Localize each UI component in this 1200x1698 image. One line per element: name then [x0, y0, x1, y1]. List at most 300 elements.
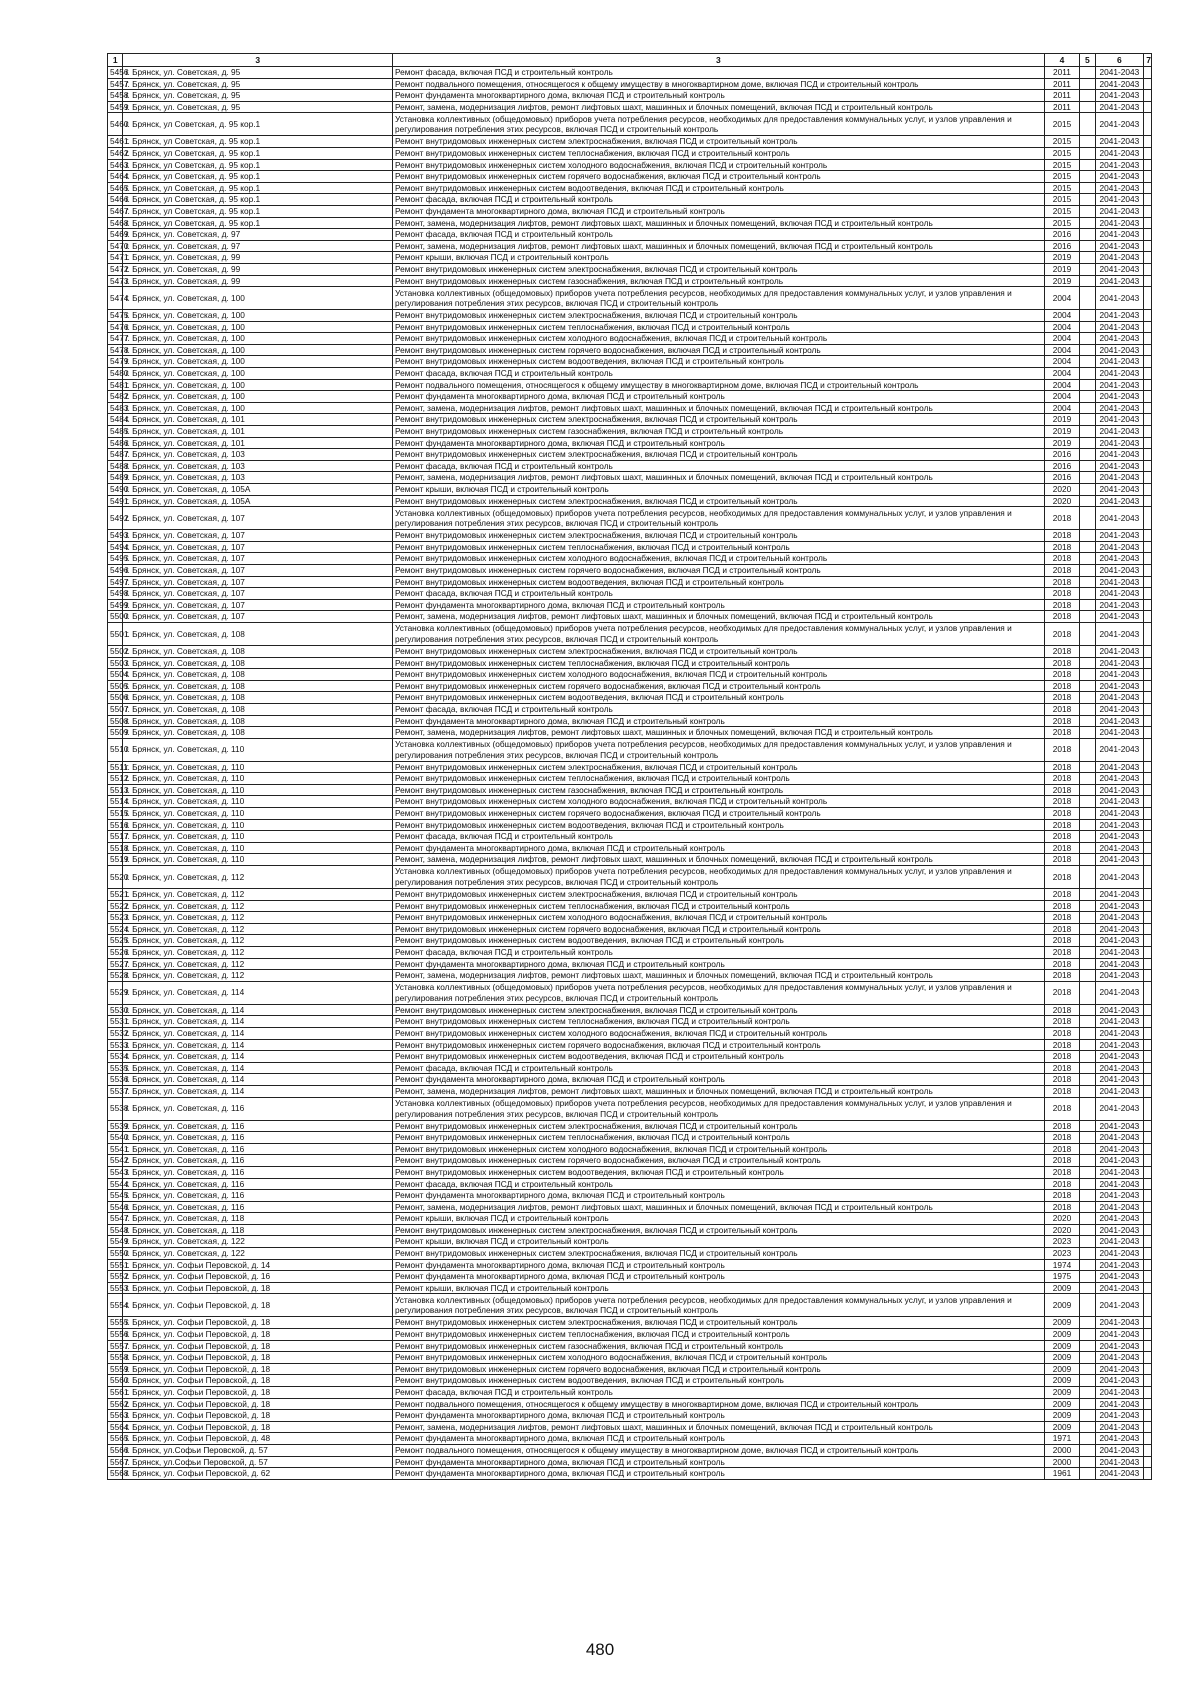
year-cell: 2018 [1044, 703, 1079, 715]
period-cell: 2041-2043 [1095, 1398, 1144, 1410]
row-number-cell: 5468 [108, 217, 123, 229]
col-7-cell [1144, 159, 1152, 171]
work-type-cell: Ремонт внутридомовых инженерных систем электроснабжения, включая ПСД и строительный контроль [393, 1120, 1045, 1132]
col-5-cell [1080, 495, 1095, 507]
table-row [108, 1444, 1152, 1456]
year-cell: 2020 [1044, 1213, 1079, 1225]
table-row [108, 576, 1152, 588]
work-type-cell: Ремонт внутридомовых инженерных систем водоотведения, включая ПСД и строительный контроль [393, 1375, 1045, 1387]
period-cell: 2041-2043 [1095, 1444, 1144, 1456]
table-row [108, 715, 1152, 727]
address-cell: г. Брянск, ул. Советская, д. 105А [123, 495, 393, 507]
col-7-cell [1144, 611, 1152, 623]
col-5-cell [1080, 947, 1095, 959]
col-5-cell [1080, 275, 1095, 287]
work-type-cell: Ремонт внутридомовых инженерных систем водоотведения, включая ПСД и строительный контроль [393, 1166, 1045, 1178]
year-cell: 2018 [1044, 1120, 1079, 1132]
address-cell: г. Брянск, ул.Софьи Перовской, д. 57 [123, 1444, 393, 1456]
table-row [108, 1166, 1152, 1178]
col-5-cell [1080, 391, 1095, 403]
row-number-cell: 5547 [108, 1213, 123, 1225]
table-row [108, 136, 1152, 148]
work-type-cell: Ремонт внутридомовых инженерных систем теплоснабжения, включая ПСД и строительный контроль [393, 147, 1045, 159]
year-cell: 2020 [1044, 484, 1079, 496]
table-row [108, 90, 1152, 102]
row-number-cell: 5503 [108, 657, 123, 669]
col-7-cell [1144, 564, 1152, 576]
col-5-cell [1080, 970, 1095, 982]
row-number-cell: 5492 [108, 507, 123, 530]
address-cell: г. Брянск, ул. Софьи Перовской, д. 18 [123, 1410, 393, 1422]
year-cell: 2018 [1044, 680, 1079, 692]
col-7-cell [1144, 1166, 1152, 1178]
work-type-cell: Ремонт внутридомовых инженерных систем холодного водоснабжения, включая ПСД и строительный контроль [393, 912, 1045, 924]
col-7-cell [1144, 205, 1152, 217]
address-cell: г. Брянск, ул. Софьи Перовской, д. 18 [123, 1387, 393, 1399]
table-row [108, 67, 1152, 79]
work-type-cell: Ремонт внутридомовых инженерных систем электроснабжения, включая ПСД и строительный контроль [393, 136, 1045, 148]
col-5-cell [1080, 1004, 1095, 1016]
col-7-cell [1144, 796, 1152, 808]
address-cell: г. Брянск, ул. Советская, д. 100 [123, 379, 393, 391]
work-type-cell: Ремонт подвального помещения, относящегося к общему имуществу в многоквартирном доме, включая ПСД и строительный контроль [393, 1444, 1045, 1456]
address-cell: г. Брянск, ул Советская, д. 95 кор.1 [123, 171, 393, 183]
row-number-cell: 5465 [108, 182, 123, 194]
year-cell: 2018 [1044, 611, 1079, 623]
address-cell: г. Брянск, ул. Советская, д. 108 [123, 669, 393, 681]
work-type-cell: Ремонт фасада, включая ПСД и строительный контроль [393, 1387, 1045, 1399]
table-row [108, 541, 1152, 553]
table-row [108, 1155, 1152, 1167]
work-type-cell: Ремонт, замена, модернизация лифтов, ремонт лифтовых шахт, машинных и блочных помещений, включая ПСД и строительный контроль [393, 402, 1045, 414]
col-5-cell [1080, 553, 1095, 565]
year-cell: 2011 [1044, 101, 1079, 113]
col-7-cell [1144, 275, 1152, 287]
header-cell-3: 3 [393, 54, 1045, 67]
work-type-cell: Ремонт фундамента многоквартирного дома, включая ПСД и строительный контроль [393, 1271, 1045, 1283]
col-7-cell [1144, 599, 1152, 611]
period-cell: 2041-2043 [1095, 808, 1144, 820]
col-5-cell [1080, 194, 1095, 206]
table-row [108, 310, 1152, 322]
year-cell: 2020 [1044, 495, 1079, 507]
col-5-cell [1080, 622, 1095, 645]
period-cell: 2041-2043 [1095, 1097, 1144, 1120]
row-number-cell: 5529 [108, 981, 123, 1004]
period-cell: 2041-2043 [1095, 842, 1144, 854]
work-type-cell: Ремонт внутридомовых инженерных систем электроснабжения, включая ПСД и строительный контроль [393, 889, 1045, 901]
address-cell: г. Брянск, ул. Советская, д. 100 [123, 391, 393, 403]
row-number-cell: 5477 [108, 333, 123, 345]
row-number-cell: 5546 [108, 1201, 123, 1213]
table-row [108, 669, 1152, 681]
year-cell: 2018 [1044, 669, 1079, 681]
period-cell: 2041-2043 [1095, 1340, 1144, 1352]
period-cell: 2041-2043 [1095, 553, 1144, 565]
period-cell: 2041-2043 [1095, 182, 1144, 194]
col-5-cell [1080, 414, 1095, 426]
period-cell: 2041-2043 [1095, 622, 1144, 645]
work-type-cell: Ремонт, замена, модернизация лифтов, ремонт лифтовых шахт, машинных и блочных помещений, включая ПСД и строительный контроль [393, 240, 1045, 252]
year-cell: 2018 [1044, 599, 1079, 611]
col-7-cell [1144, 1178, 1152, 1190]
address-cell: г. Брянск, ул. Советская, д. 107 [123, 530, 393, 542]
period-cell: 2041-2043 [1095, 1352, 1144, 1364]
table-row [108, 507, 1152, 530]
work-type-cell: Ремонт, замена, модернизация лифтов, ремонт лифтовых шахт, машинных и блочных помещений, включая ПСД и строительный контроль [393, 101, 1045, 113]
work-type-cell: Ремонт подвального помещения, относящегося к общему имуществу в многоквартирном доме, включая ПСД и строительный контроль [393, 379, 1045, 391]
table-row [108, 727, 1152, 739]
col-5-cell [1080, 159, 1095, 171]
col-7-cell [1144, 67, 1152, 79]
period-cell: 2041-2043 [1095, 738, 1144, 761]
work-type-cell: Установка коллективных (общедомовых) приборов учета потребления ресурсов, необходимых для предоставления коммунальных услуг, и узлов управления и регулирования потребления этих ресурсов, включая ПСД и строительный контроль [393, 866, 1045, 889]
table-row [108, 784, 1152, 796]
col-5-cell [1080, 1166, 1095, 1178]
table-row [108, 240, 1152, 252]
work-type-cell: Ремонт внутридомовых инженерных систем газоснабжения, включая ПСД и строительный контроль [393, 784, 1045, 796]
row-number-cell: 5520 [108, 866, 123, 889]
col-5-cell [1080, 576, 1095, 588]
year-cell: 2018 [1044, 981, 1079, 1004]
period-cell: 2041-2043 [1095, 229, 1144, 241]
col-5-cell [1080, 958, 1095, 970]
year-cell: 2000 [1044, 1456, 1079, 1468]
table-row [108, 588, 1152, 600]
col-7-cell [1144, 1236, 1152, 1248]
address-cell: г. Брянск, ул. Советская, д. 108 [123, 657, 393, 669]
period-cell: 2041-2043 [1095, 136, 1144, 148]
address-cell: г. Брянск, ул. Советская, д. 114 [123, 1085, 393, 1097]
row-number-cell: 5525 [108, 935, 123, 947]
table-row [108, 1329, 1152, 1341]
work-type-cell: Ремонт фасада, включая ПСД и строительный контроль [393, 229, 1045, 241]
table-row [108, 1421, 1152, 1433]
row-number-cell: 5564 [108, 1421, 123, 1433]
row-number-cell: 5494 [108, 541, 123, 553]
col-5-cell [1080, 1085, 1095, 1097]
col-5-cell [1080, 1143, 1095, 1155]
period-cell: 2041-2043 [1095, 287, 1144, 310]
address-cell: г. Брянск, ул. Софьи Перовской, д. 18 [123, 1329, 393, 1341]
table-row [108, 1016, 1152, 1028]
col-7-cell [1144, 935, 1152, 947]
address-cell: г. Брянск, ул. Советская, д. 99 [123, 263, 393, 275]
table-row [108, 808, 1152, 820]
row-number-cell: 5522 [108, 900, 123, 912]
work-type-cell: Ремонт внутридомовых инженерных систем горячего водоснабжения, включая ПСД и строительный контроль [393, 808, 1045, 820]
table-row [108, 1178, 1152, 1190]
col-7-cell [1144, 1421, 1152, 1433]
work-type-cell: Ремонт внутридомовых инженерных систем горячего водоснабжения, включая ПСД и строительный контроль [393, 564, 1045, 576]
row-number-cell: 5475 [108, 310, 123, 322]
col-5-cell [1080, 368, 1095, 380]
work-type-cell: Ремонт внутридомовых инженерных систем горячего водоснабжения, включая ПСД и строительный контроль [393, 344, 1045, 356]
work-type-cell: Ремонт подвального помещения, относящегося к общему имуществу в многоквартирном доме, включая ПСД и строительный контроль [393, 78, 1045, 90]
table-row [108, 1236, 1152, 1248]
work-type-cell: Ремонт внутридомовых инженерных систем холодного водоснабжения, включая ПСД и строительный контроль [393, 796, 1045, 808]
row-number-cell: 5542 [108, 1155, 123, 1167]
address-cell: г. Брянск, ул. Софьи Перовской, д. 18 [123, 1375, 393, 1387]
col-7-cell [1144, 1120, 1152, 1132]
col-7-cell [1144, 1004, 1152, 1016]
year-cell: 2018 [1044, 1074, 1079, 1086]
period-cell: 2041-2043 [1095, 507, 1144, 530]
col-5-cell [1080, 1155, 1095, 1167]
address-cell: г. Брянск, ул Советская, д. 95 кор.1 [123, 182, 393, 194]
page-number: 480 [585, 1640, 615, 1659]
col-5-cell [1080, 1224, 1095, 1236]
period-cell: 2041-2043 [1095, 356, 1144, 368]
period-cell: 2041-2043 [1095, 1456, 1144, 1468]
table-row [108, 368, 1152, 380]
period-cell: 2041-2043 [1095, 101, 1144, 113]
col-5-cell [1080, 1433, 1095, 1445]
col-7-cell [1144, 402, 1152, 414]
table-row [108, 101, 1152, 113]
row-number-cell: 5496 [108, 564, 123, 576]
work-type-cell: Ремонт фундамента многоквартирного дома, включая ПСД и строительный контроль [393, 1433, 1045, 1445]
col-7-cell [1144, 1329, 1152, 1341]
period-cell: 2041-2043 [1095, 1062, 1144, 1074]
work-type-cell: Установка коллективных (общедомовых) приборов учета потребления ресурсов, необходимых для предоставления коммунальных услуг, и узлов управления и регулирования потребления этих ресурсов, включая ПСД и строительный контроль [393, 113, 1045, 136]
col-5-cell [1080, 831, 1095, 843]
work-type-cell: Ремонт внутридомовых инженерных систем холодного водоснабжения, включая ПСД и строительный контроль [393, 333, 1045, 345]
table-row [108, 564, 1152, 576]
col-7-cell [1144, 1456, 1152, 1468]
work-type-cell: Ремонт фасада, включая ПСД и строительный контроль [393, 194, 1045, 206]
table-row [108, 703, 1152, 715]
address-cell: г. Брянск, ул. Советская, д. 114 [123, 1039, 393, 1051]
row-number-cell: 5489 [108, 472, 123, 484]
address-cell: г. Брянск, ул. Советская, д. 107 [123, 611, 393, 623]
row-number-cell: 5462 [108, 147, 123, 159]
year-cell: 2018 [1044, 808, 1079, 820]
address-cell: г. Брянск, ул Советская, д. 95 кор.1 [123, 217, 393, 229]
row-number-cell: 5533 [108, 1039, 123, 1051]
year-cell: 2016 [1044, 240, 1079, 252]
table-row [108, 1248, 1152, 1260]
table-row [108, 78, 1152, 90]
work-type-cell: Ремонт, замена, модернизация лифтов, ремонт лифтовых шахт, машинных и блочных помещений, включая ПСД и строительный контроль [393, 970, 1045, 982]
work-type-cell: Ремонт внутридомовых инженерных систем холодного водоснабжения, включая ПСД и строительный контроль [393, 1143, 1045, 1155]
year-cell: 2018 [1044, 889, 1079, 901]
work-type-cell: Ремонт внутридомовых инженерных систем электроснабжения, включая ПСД и строительный контроль [393, 414, 1045, 426]
col-5-cell [1080, 1074, 1095, 1086]
work-type-cell: Ремонт внутридомовых инженерных систем электроснабжения, включая ПСД и строительный контроль [393, 1248, 1045, 1260]
table-row [108, 831, 1152, 843]
col-7-cell [1144, 182, 1152, 194]
table-row [108, 1294, 1152, 1317]
year-cell: 2018 [1044, 692, 1079, 704]
address-cell: г. Брянск, ул. Советская, д. 116 [123, 1120, 393, 1132]
col-5-cell [1080, 507, 1095, 530]
period-cell: 2041-2043 [1095, 761, 1144, 773]
table-row [108, 1190, 1152, 1202]
address-cell: г. Брянск, ул. Советская, д. 114 [123, 1062, 393, 1074]
header-cell-4: 4 [1044, 54, 1079, 67]
work-type-cell: Установка коллективных (общедомовых) приборов учета потребления ресурсов, необходимых для предоставления коммунальных услуг, и узлов управления и регулирования потребления этих ресурсов, включая ПСД и строительный контроль [393, 507, 1045, 530]
work-type-cell: Ремонт, замена, модернизация лифтов, ремонт лифтовых шахт, машинных и блочных помещений, включая ПСД и строительный контроль [393, 472, 1045, 484]
row-number-cell: 5511 [108, 761, 123, 773]
address-cell: г. Брянск, ул. Софьи Перовской, д. 16 [123, 1271, 393, 1283]
row-number-cell: 5531 [108, 1016, 123, 1028]
table-row [108, 379, 1152, 391]
col-5-cell [1080, 599, 1095, 611]
table-row [108, 414, 1152, 426]
col-7-cell [1144, 1294, 1152, 1317]
year-cell: 2018 [1044, 912, 1079, 924]
table-row [108, 1201, 1152, 1213]
col-5-cell [1080, 1039, 1095, 1051]
address-cell: г. Брянск, ул. Советская, д. 116 [123, 1097, 393, 1120]
year-cell: 2018 [1044, 1190, 1079, 1202]
work-type-cell: Ремонт, замена, модернизация лифтов, ремонт лифтовых шахт, машинных и блочных помещений, включая ПСД и строительный контроль [393, 611, 1045, 623]
header-row [108, 54, 1152, 67]
work-type-cell: Ремонт внутридомовых инженерных систем теплоснабжения, включая ПСД и строительный контроль [393, 900, 1045, 912]
col-5-cell [1080, 182, 1095, 194]
work-type-cell: Ремонт фундамента многоквартирного дома, включая ПСД и строительный контроль [393, 599, 1045, 611]
year-cell: 2009 [1044, 1421, 1079, 1433]
work-type-cell: Ремонт внутридомовых инженерных систем газоснабжения, включая ПСД и строительный контроль [393, 275, 1045, 287]
row-number-cell: 5558 [108, 1352, 123, 1364]
period-cell: 2041-2043 [1095, 1016, 1144, 1028]
year-cell: 2011 [1044, 67, 1079, 79]
col-7-cell [1144, 541, 1152, 553]
col-5-cell [1080, 819, 1095, 831]
col-5-cell [1080, 229, 1095, 241]
address-cell: г. Брянск, ул. Советская, д. 116 [123, 1155, 393, 1167]
col-5-cell [1080, 1282, 1095, 1294]
table-row [108, 182, 1152, 194]
header-cell-2: 3 [123, 54, 393, 67]
period-cell: 2041-2043 [1095, 981, 1144, 1004]
address-cell: г. Брянск, ул. Софьи Перовской, д. 18 [123, 1421, 393, 1433]
table-row [108, 1363, 1152, 1375]
col-5-cell [1080, 923, 1095, 935]
col-7-cell [1144, 321, 1152, 333]
table-row [108, 1282, 1152, 1294]
col-7-cell [1144, 588, 1152, 600]
work-type-cell: Ремонт внутридомовых инженерных систем теплоснабжения, включая ПСД и строительный контроль [393, 321, 1045, 333]
col-7-cell [1144, 738, 1152, 761]
row-number-cell: 5548 [108, 1224, 123, 1236]
work-type-cell: Ремонт внутридомовых инженерных систем электроснабжения, включая ПСД и строительный контроль [393, 495, 1045, 507]
col-7-cell [1144, 1387, 1152, 1399]
period-cell: 2041-2043 [1095, 1004, 1144, 1016]
col-7-cell [1144, 229, 1152, 241]
year-cell: 2009 [1044, 1294, 1079, 1317]
table-row [108, 1271, 1152, 1283]
year-cell: 2018 [1044, 1004, 1079, 1016]
col-7-cell [1144, 680, 1152, 692]
col-5-cell [1080, 356, 1095, 368]
address-cell: г. Брянск, ул. Советская, д. 110 [123, 831, 393, 843]
table-row [108, 1224, 1152, 1236]
table-row [108, 1062, 1152, 1074]
period-cell: 2041-2043 [1095, 1317, 1144, 1329]
period-cell: 2041-2043 [1095, 414, 1144, 426]
work-type-cell: Ремонт фасада, включая ПСД и строительный контроль [393, 460, 1045, 472]
table-row [108, 1097, 1152, 1120]
col-7-cell [1144, 171, 1152, 183]
col-7-cell [1144, 379, 1152, 391]
col-7-cell [1144, 101, 1152, 113]
period-cell: 2041-2043 [1095, 703, 1144, 715]
period-cell: 2041-2043 [1095, 784, 1144, 796]
period-cell: 2041-2043 [1095, 727, 1144, 739]
period-cell: 2041-2043 [1095, 900, 1144, 912]
work-type-cell: Ремонт фасада, включая ПСД и строительный контроль [393, 831, 1045, 843]
period-cell: 2041-2043 [1095, 437, 1144, 449]
work-type-cell: Ремонт крыши, включая ПСД и строительный контроль [393, 252, 1045, 264]
row-number-cell: 5474 [108, 287, 123, 310]
address-cell: г. Брянск, ул. Советская, д. 110 [123, 796, 393, 808]
col-7-cell [1144, 530, 1152, 542]
row-number-cell: 5557 [108, 1340, 123, 1352]
period-cell: 2041-2043 [1095, 1468, 1144, 1480]
row-number-cell: 5500 [108, 611, 123, 623]
year-cell: 2004 [1044, 310, 1079, 322]
col-5-cell [1080, 692, 1095, 704]
address-cell: г. Брянск, ул. Советская, д. 112 [123, 947, 393, 959]
row-number-cell: 5473 [108, 275, 123, 287]
row-number-cell: 5553 [108, 1282, 123, 1294]
address-cell: г. Брянск, ул. Советская, д. 100 [123, 287, 393, 310]
work-type-cell: Ремонт подвального помещения, относящегося к общему имуществу в многоквартирном доме, включая ПСД и строительный контроль [393, 1398, 1045, 1410]
year-cell: 2018 [1044, 1132, 1079, 1144]
year-cell: 2015 [1044, 194, 1079, 206]
row-number-cell: 5480 [108, 368, 123, 380]
table-row [108, 229, 1152, 241]
period-cell: 2041-2043 [1095, 819, 1144, 831]
address-cell: г. Брянск, ул. Советская, д. 112 [123, 866, 393, 889]
work-type-cell: Ремонт внутридомовых инженерных систем электроснабжения, включая ПСД и строительный контроль [393, 1317, 1045, 1329]
col-7-cell [1144, 970, 1152, 982]
year-cell: 2019 [1044, 263, 1079, 275]
col-7-cell [1144, 645, 1152, 657]
col-7-cell [1144, 310, 1152, 322]
address-cell: г. Брянск, ул. Советская, д. 107 [123, 507, 393, 530]
address-cell: г. Брянск, ул. Советская, д. 107 [123, 564, 393, 576]
year-cell: 2009 [1044, 1317, 1079, 1329]
year-cell: 2019 [1044, 426, 1079, 438]
period-cell: 2041-2043 [1095, 1421, 1144, 1433]
col-5-cell [1080, 588, 1095, 600]
row-number-cell: 5460 [108, 113, 123, 136]
address-cell: г. Брянск, ул. Советская, д. 110 [123, 761, 393, 773]
period-cell: 2041-2043 [1095, 599, 1144, 611]
period-cell: 2041-2043 [1095, 923, 1144, 935]
year-cell: 2018 [1044, 761, 1079, 773]
address-cell: г. Брянск, ул. Советская, д. 95 [123, 78, 393, 90]
col-7-cell [1144, 1224, 1152, 1236]
col-5-cell [1080, 252, 1095, 264]
col-7-cell [1144, 426, 1152, 438]
work-type-cell: Ремонт внутридомовых инженерных систем теплоснабжения, включая ПСД и строительный контроль [393, 773, 1045, 785]
period-cell: 2041-2043 [1095, 669, 1144, 681]
col-5-cell [1080, 1352, 1095, 1364]
table-row [108, 1340, 1152, 1352]
year-cell: 2018 [1044, 1143, 1079, 1155]
col-5-cell [1080, 1271, 1095, 1283]
work-type-cell: Ремонт внутридомовых инженерных систем горячего водоснабжения, включая ПСД и строительный контроль [393, 1155, 1045, 1167]
col-5-cell [1080, 541, 1095, 553]
col-5-cell [1080, 900, 1095, 912]
col-5-cell [1080, 784, 1095, 796]
address-cell: г. Брянск, ул Советская, д. 95 кор.1 [123, 159, 393, 171]
year-cell: 2019 [1044, 414, 1079, 426]
